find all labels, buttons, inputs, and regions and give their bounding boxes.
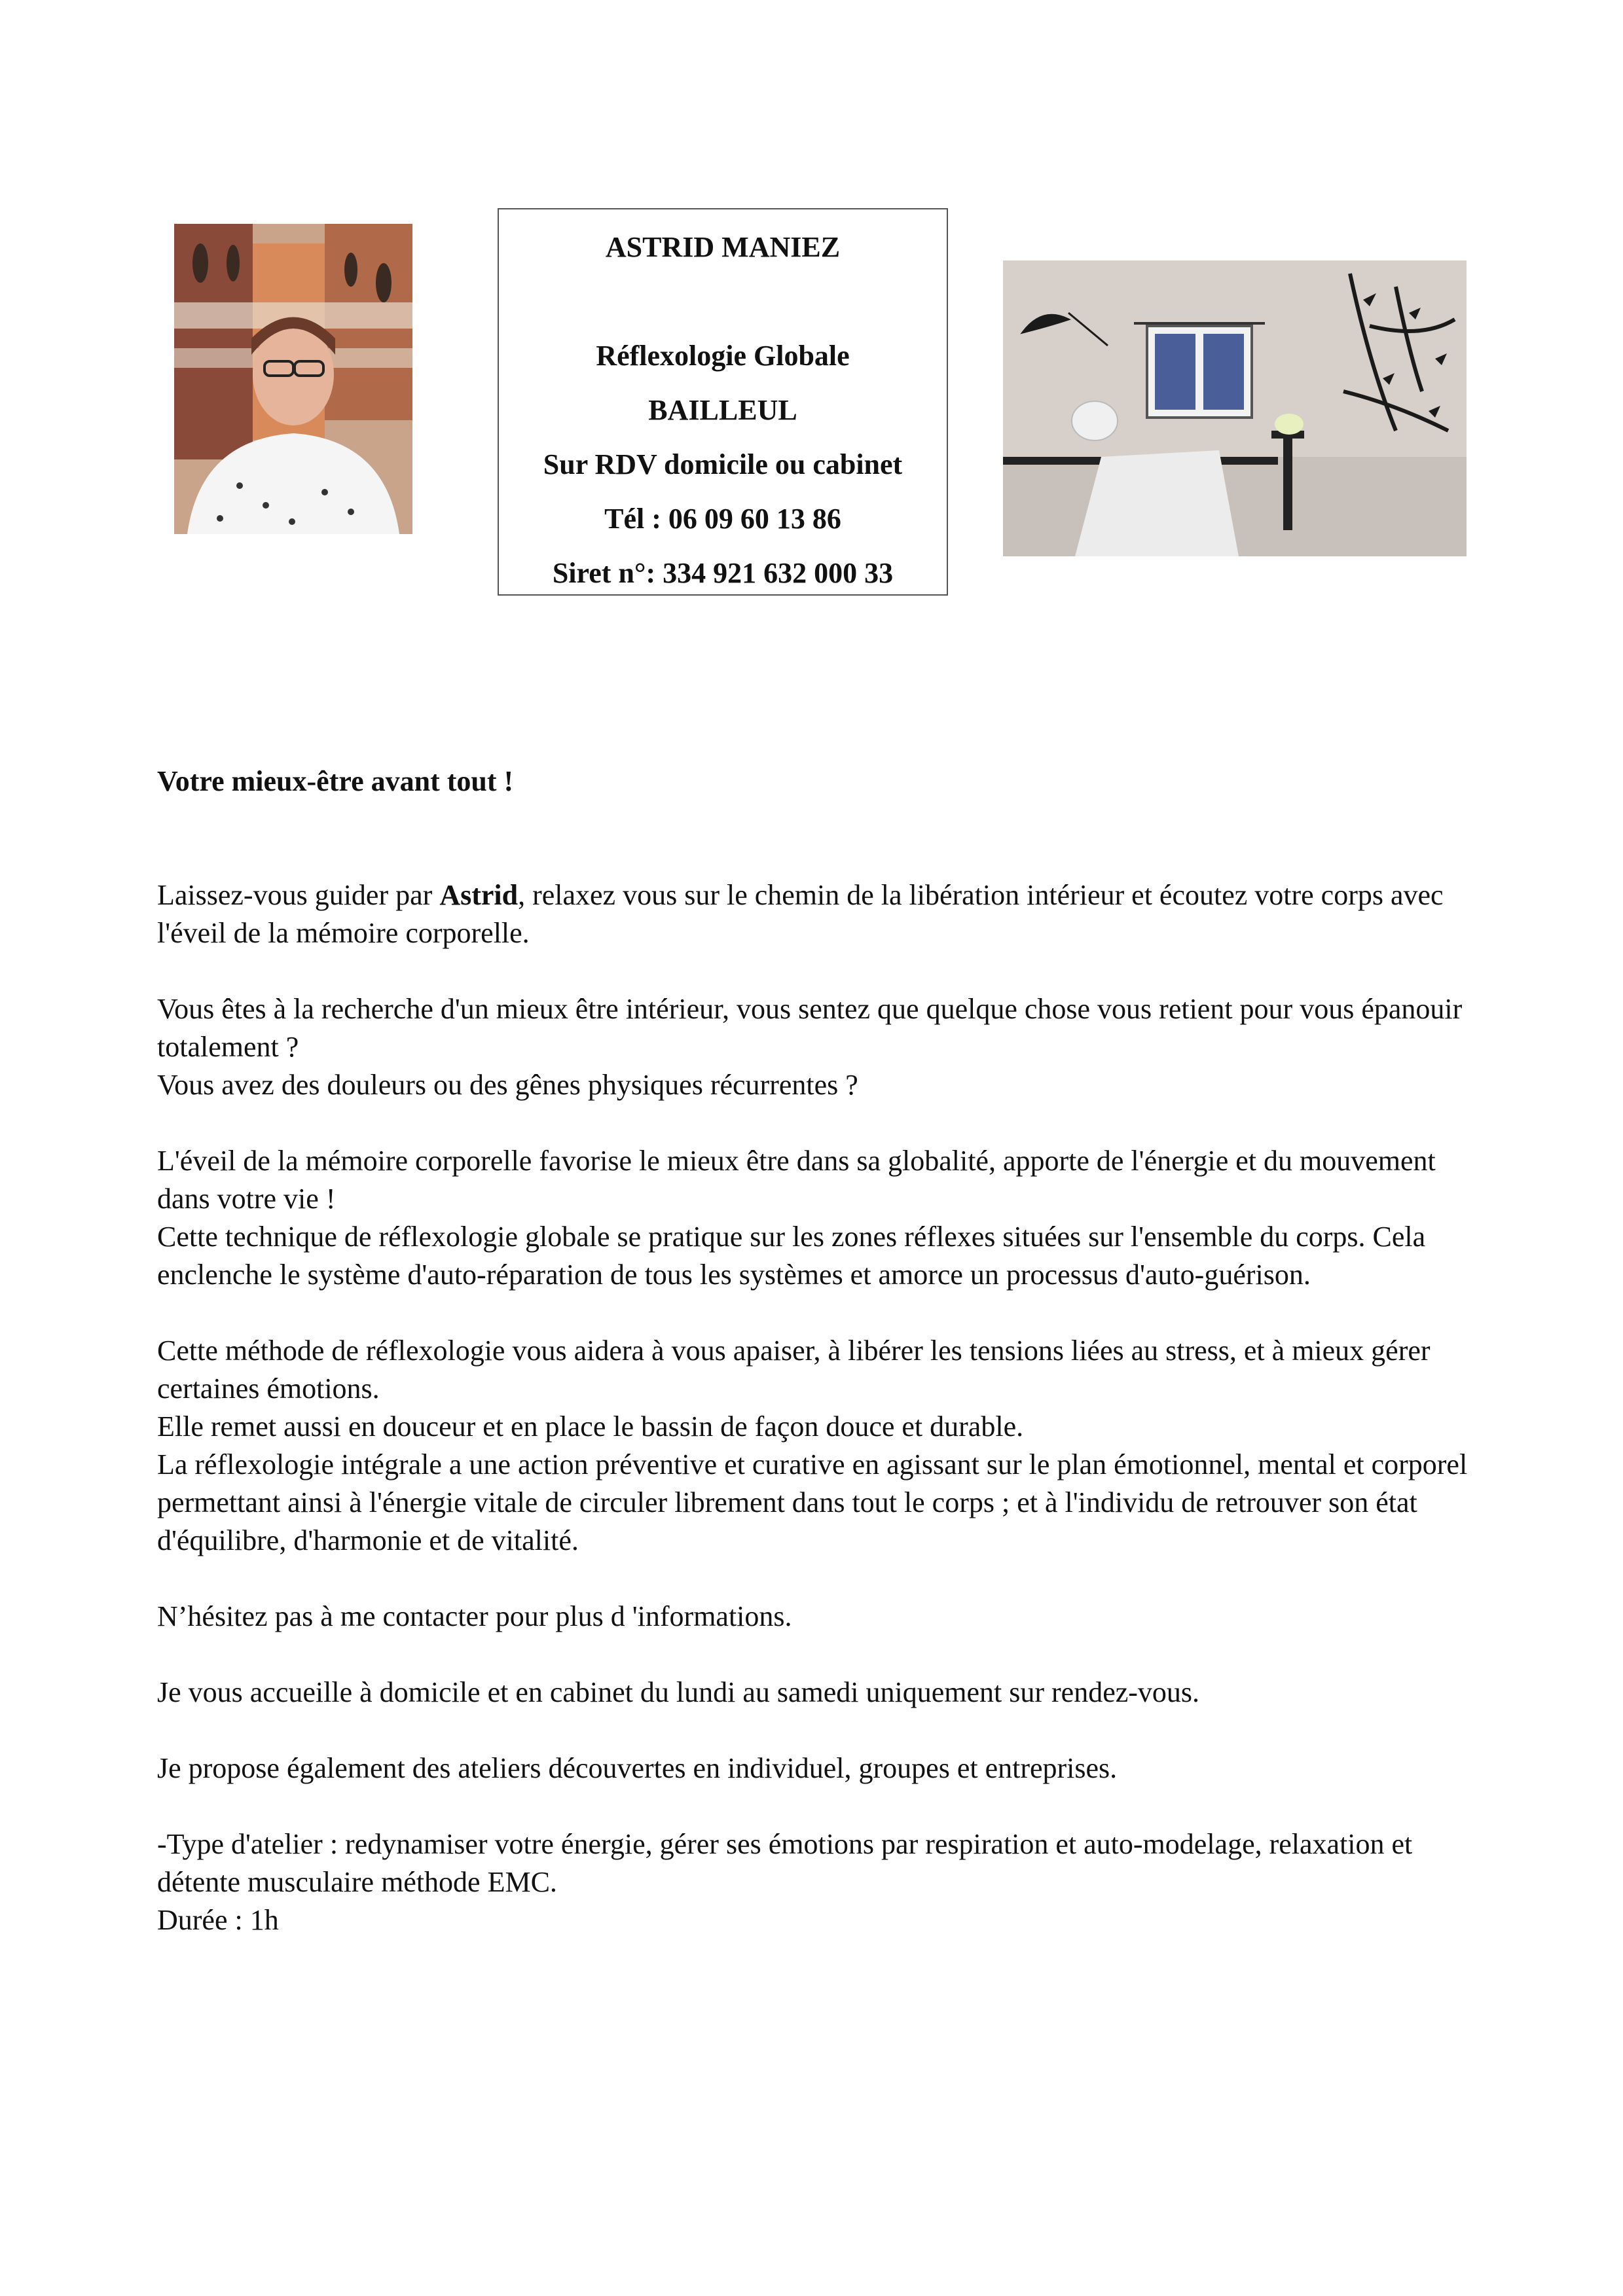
paragraph-5: N’hésitez pas à me contacter pour plus d 'informations. (157, 1600, 792, 1632)
duration: Durée : 1h (157, 1904, 279, 1936)
paragraph-4c: La réflexologie intégrale a une action préventive et curative en agissant sur le plan émotionnel, mental et corporel permettant ainsi à l'énergie vitale de circuler librement dans tout le corps ; et à l'individu de retrouver son état d'équilibre, d'harmonie et de vitalité. (157, 1448, 1468, 1556)
paragraph-3a: L'éveil de la mémoire corporelle favorise le mieux être dans sa globalité, apporte de l'énergie et du mouvement dans votre vie ! (157, 1145, 1436, 1215)
contact-card (498, 208, 948, 596)
intro-paragraph (157, 876, 1493, 952)
practitioner-name: ASTRID MANIEZ (605, 231, 841, 263)
intro-name: Astrid (439, 879, 519, 911)
treatment-room-photo (1003, 260, 1467, 556)
siret-number: Siret n°: 334 921 632 000 33 (552, 557, 894, 589)
intro-before: Laissez-vous guider par (157, 879, 440, 911)
paragraph-2b: Vous avez des douleurs ou des gênes physiques récurrentes ? (157, 1069, 858, 1101)
paragraph-8a: -Type d'atelier : redynamiser votre énergie, gérer ses émotions par respiration et auto-modelage, relaxation et détente musculaire méthode EMC. (157, 1828, 1413, 1898)
portrait-photo (174, 224, 412, 534)
document-body (157, 762, 1493, 1939)
paragraph-6: Je vous accueille à domicile et en cabinet du lundi au samedi uniquement sur rendez-vous. (157, 1676, 1200, 1708)
city: BAILLEUL (648, 394, 797, 426)
paragraph-7: Je propose également des ateliers découvertes en individuel, groupes et entreprises. (157, 1752, 1118, 1784)
service-name: Réflexologie Globale (596, 340, 850, 372)
paragraph-2a: Vous êtes à la recherche d'un mieux être intérieur, vous sentez que quelque chose vous retient pour vous épanouir totalement ? (157, 993, 1463, 1063)
appointment-info: Sur RDV domicile ou cabinet (543, 448, 903, 480)
phone-number[interactable]: Tél : 06 09 60 13 86 (604, 503, 841, 535)
paragraph-4a: Cette méthode de réflexologie vous aidera à vous apaiser, à libérer les tensions liées au stress, et à mieux gérer certaines émotions. (157, 1335, 1431, 1405)
headline: Votre mieux-être avant tout ! (157, 765, 514, 797)
paragraph-3b: Cette technique de réflexologie globale se pratique sur les zones réflexes situées sur l'ensemble du corps. Cela enclenche le système d'auto-réparation de tous les systèmes et amorce un processus d'auto-guérison. (157, 1221, 1426, 1291)
paragraph-4b: Elle remet aussi en douceur et en place le bassin de façon douce et durable. (157, 1410, 1024, 1443)
intro-after: , relaxez vous sur le chemin de la libération intérieur et écoutez votre corps avec l'éveil de la mémoire corporelle. (157, 879, 1444, 949)
